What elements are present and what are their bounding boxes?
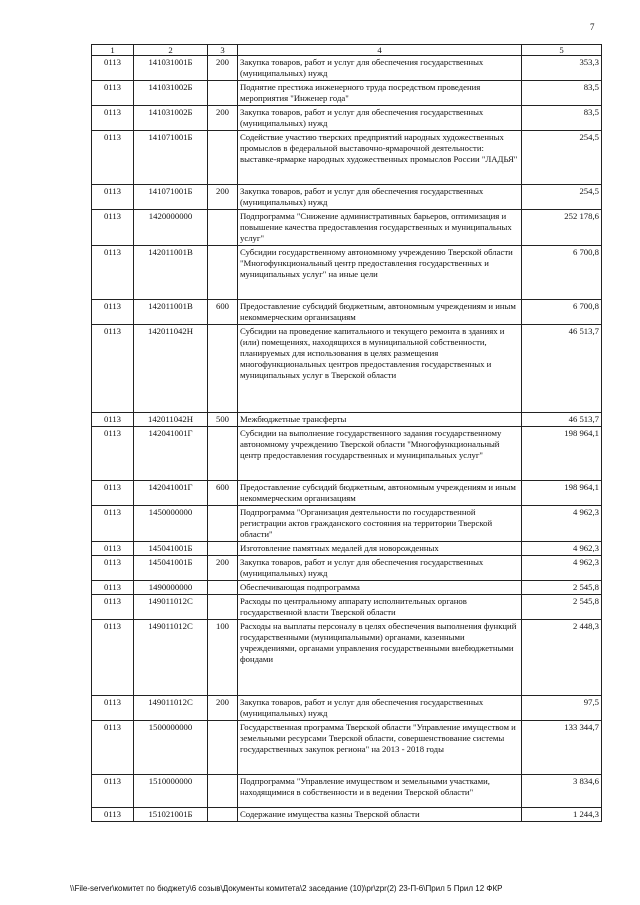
expense-type-cell: 500	[208, 413, 238, 427]
amount-cell: 2 545,8	[522, 595, 602, 620]
expense-type-cell: 200	[208, 185, 238, 210]
amount-cell: 97,5	[522, 696, 602, 721]
amount-cell: 46 513,7	[522, 325, 602, 413]
target-code-cell: 141071001Б	[134, 185, 208, 210]
section-code-cell: 0113	[92, 56, 134, 81]
item-name-cell: Закупка товаров, работ и услуг для обеспечения государственных (муниципальных) нужд	[238, 56, 522, 81]
column-header: 5	[522, 45, 602, 56]
amount-cell: 6 700,8	[522, 300, 602, 325]
amount-cell: 46 513,7	[522, 413, 602, 427]
item-name-cell: Субсидии на проведение капитального и текущего ремонта в зданиях и (или) помещениях, находящихся в муниципальной собственности, планируемых для использования в целях размещения многофункциональных центров предоставления государственных и муниципальных услуг в Тверской области	[238, 325, 522, 413]
section-code-cell: 0113	[92, 620, 134, 696]
target-code-cell: 142041001Г	[134, 481, 208, 506]
expense-type-cell	[208, 775, 238, 808]
target-code-cell: 145041001Б	[134, 542, 208, 556]
amount-cell: 1 244,3	[522, 808, 602, 822]
file-path-footer: \\File-server\комитет по бюджету\6 созыв\Документы комитета\2 заседание (10)\pr\zpr(2) 23-П-6\Прил 5 Прил 12 ФКР	[70, 884, 503, 893]
section-code-cell: 0113	[92, 696, 134, 721]
section-code-cell: 0113	[92, 775, 134, 808]
amount-cell: 83,5	[522, 106, 602, 131]
table-row	[92, 300, 602, 325]
item-name-cell: Закупка товаров, работ и услуг для обеспечения государственных (муниципальных) нужд	[238, 556, 522, 581]
amount-cell: 133 344,7	[522, 721, 602, 775]
item-name-cell: Расходы по центральному аппарату исполнительных органов государственной власти Тверской области	[238, 595, 522, 620]
target-code-cell: 142011001В	[134, 246, 208, 300]
target-code-cell: 1490000000	[134, 581, 208, 595]
expense-type-cell	[208, 131, 238, 185]
item-name-cell: Поднятие престижа инженерного труда посредством проведения мероприятия "Инженер года"	[238, 81, 522, 106]
section-code-cell: 0113	[92, 542, 134, 556]
section-code-cell: 0113	[92, 131, 134, 185]
item-name-cell: Закупка товаров, работ и услуг для обеспечения государственных (муниципальных) нужд	[238, 696, 522, 721]
expense-type-cell	[208, 542, 238, 556]
amount-cell: 198 964,1	[522, 427, 602, 481]
target-code-cell: 149011012С	[134, 595, 208, 620]
target-code-cell: 141031001Б	[134, 56, 208, 81]
target-code-cell: 149011012С	[134, 620, 208, 696]
section-code-cell: 0113	[92, 721, 134, 775]
table-row	[92, 696, 602, 721]
table-row	[92, 325, 602, 413]
amount-cell: 353,3	[522, 56, 602, 81]
section-code-cell: 0113	[92, 106, 134, 131]
item-name-cell: Содержание имущества казны Тверской области	[238, 808, 522, 822]
table-row	[92, 246, 602, 300]
item-name-cell: Субсидии государственному автономному учреждению Тверской области "Многофункциональный центр предоставления государственных и муниципальных услуг" на иные цели	[238, 246, 522, 300]
table-row	[92, 106, 602, 131]
target-code-cell: 142011001В	[134, 300, 208, 325]
expense-type-cell	[208, 325, 238, 413]
item-name-cell: Подпрограмма "Организация деятельности по государственной регистрации актов гражданского состояния на территории Тверской области"	[238, 506, 522, 542]
amount-cell: 252 178,6	[522, 210, 602, 246]
table-header-row	[92, 45, 602, 56]
expense-type-cell	[208, 721, 238, 775]
section-code-cell: 0113	[92, 506, 134, 542]
column-header: 1	[92, 45, 134, 56]
section-code-cell: 0113	[92, 246, 134, 300]
amount-cell: 198 964,1	[522, 481, 602, 506]
item-name-cell: Межбюджетные трансферты	[238, 413, 522, 427]
amount-cell: 4 962,3	[522, 542, 602, 556]
section-code-cell: 0113	[92, 481, 134, 506]
target-code-cell: 141031002Б	[134, 106, 208, 131]
expense-type-cell: 600	[208, 300, 238, 325]
item-name-cell: Содействие участию тверских предприятий народных художественных промыслов в федеральной выставочно-ярмарочной деятельности: выставке-ярмарке народных художественных промыслов России "ЛАДЬЯ"	[238, 131, 522, 185]
item-name-cell: Изготовление памятных медалей для новорожденных	[238, 542, 522, 556]
expense-type-cell	[208, 246, 238, 300]
expense-type-cell: 200	[208, 106, 238, 131]
item-name-cell: Подпрограмма "Снижение административных барьеров, оптимизация и повышение качества предоставления государственных и муниципальных услуг"	[238, 210, 522, 246]
expense-type-cell	[208, 427, 238, 481]
target-code-cell: 142011042Н	[134, 325, 208, 413]
item-name-cell: Закупка товаров, работ и услуг для обеспечения государственных (муниципальных) нужд	[238, 185, 522, 210]
table-row	[92, 413, 602, 427]
table-row	[92, 427, 602, 481]
target-code-cell: 142041001Г	[134, 427, 208, 481]
item-name-cell: Предоставление субсидий бюджетным, автономным учреждениям и иным некоммерческим организациям	[238, 300, 522, 325]
section-code-cell: 0113	[92, 595, 134, 620]
expense-type-cell	[208, 595, 238, 620]
expense-type-cell	[208, 581, 238, 595]
section-code-cell: 0113	[92, 581, 134, 595]
table-row	[92, 81, 602, 106]
table-row	[92, 56, 602, 81]
column-header: 3	[208, 45, 238, 56]
expense-type-cell: 200	[208, 56, 238, 81]
target-code-cell: 1500000000	[134, 721, 208, 775]
table-row	[92, 775, 602, 808]
expense-type-cell: 100	[208, 620, 238, 696]
column-header: 4	[238, 45, 522, 56]
section-code-cell: 0113	[92, 556, 134, 581]
section-code-cell: 0113	[92, 81, 134, 106]
target-code-cell: 149011012С	[134, 696, 208, 721]
table-row	[92, 131, 602, 185]
section-code-cell: 0113	[92, 413, 134, 427]
amount-cell: 83,5	[522, 81, 602, 106]
amount-cell: 2 545,8	[522, 581, 602, 595]
amount-cell: 6 700,8	[522, 246, 602, 300]
target-code-cell: 1510000000	[134, 775, 208, 808]
section-code-cell: 0113	[92, 427, 134, 481]
column-header: 2	[134, 45, 208, 56]
target-code-cell: 141031002Б	[134, 81, 208, 106]
expense-type-cell	[208, 808, 238, 822]
section-code-cell: 0113	[92, 210, 134, 246]
table-row	[92, 808, 602, 822]
amount-cell: 4 962,3	[522, 556, 602, 581]
table-row	[92, 595, 602, 620]
target-code-cell: 151021001Б	[134, 808, 208, 822]
budget-table	[91, 44, 602, 822]
expense-type-cell	[208, 81, 238, 106]
table-row	[92, 481, 602, 506]
section-code-cell: 0113	[92, 808, 134, 822]
expense-type-cell: 600	[208, 481, 238, 506]
section-code-cell: 0113	[92, 185, 134, 210]
table-row	[92, 556, 602, 581]
target-code-cell: 142011042Н	[134, 413, 208, 427]
expense-type-cell: 200	[208, 556, 238, 581]
page-number: 7	[590, 22, 595, 32]
item-name-cell: Подпрограмма "Управление имуществом и земельными участками, находящимися в собственности и в ведении Тверской области"	[238, 775, 522, 808]
amount-cell: 4 962,3	[522, 506, 602, 542]
item-name-cell: Расходы на выплаты персоналу в целях обеспечения выполнения функций государственными (муниципальными) органами, казенными учреждениями, органами управления государственными внебюджетными фондами	[238, 620, 522, 696]
amount-cell: 2 448,3	[522, 620, 602, 696]
item-name-cell: Обеспечивающая подпрограмма	[238, 581, 522, 595]
item-name-cell: Закупка товаров, работ и услуг для обеспечения государственных (муниципальных) нужд	[238, 106, 522, 131]
table-row	[92, 542, 602, 556]
expense-type-cell	[208, 506, 238, 542]
amount-cell: 3 834,6	[522, 775, 602, 808]
item-name-cell: Государственная программа Тверской области "Управление имуществом и земельными ресурсами Тверской области, совершенствование системы государственных закупок региона" на 2013 - 2018 годы	[238, 721, 522, 775]
amount-cell: 254,5	[522, 131, 602, 185]
table-row	[92, 721, 602, 775]
item-name-cell: Субсидии на выполнение государственного задания государственному автономному учреждению Тверской области "Многофункциональный центр предоставления государственных и муниципальных услуг"	[238, 427, 522, 481]
target-code-cell: 145041001Б	[134, 556, 208, 581]
item-name-cell: Предоставление субсидий бюджетным, автономным учреждениям и иным некоммерческим организациям	[238, 481, 522, 506]
table-row	[92, 210, 602, 246]
expense-type-cell	[208, 210, 238, 246]
target-code-cell: 1450000000	[134, 506, 208, 542]
section-code-cell: 0113	[92, 325, 134, 413]
section-code-cell: 0113	[92, 300, 134, 325]
table-row	[92, 620, 602, 696]
target-code-cell: 1420000000	[134, 210, 208, 246]
amount-cell: 254,5	[522, 185, 602, 210]
target-code-cell: 141071001Б	[134, 131, 208, 185]
table-row	[92, 581, 602, 595]
table-row	[92, 185, 602, 210]
expense-type-cell: 200	[208, 696, 238, 721]
table-row	[92, 506, 602, 542]
